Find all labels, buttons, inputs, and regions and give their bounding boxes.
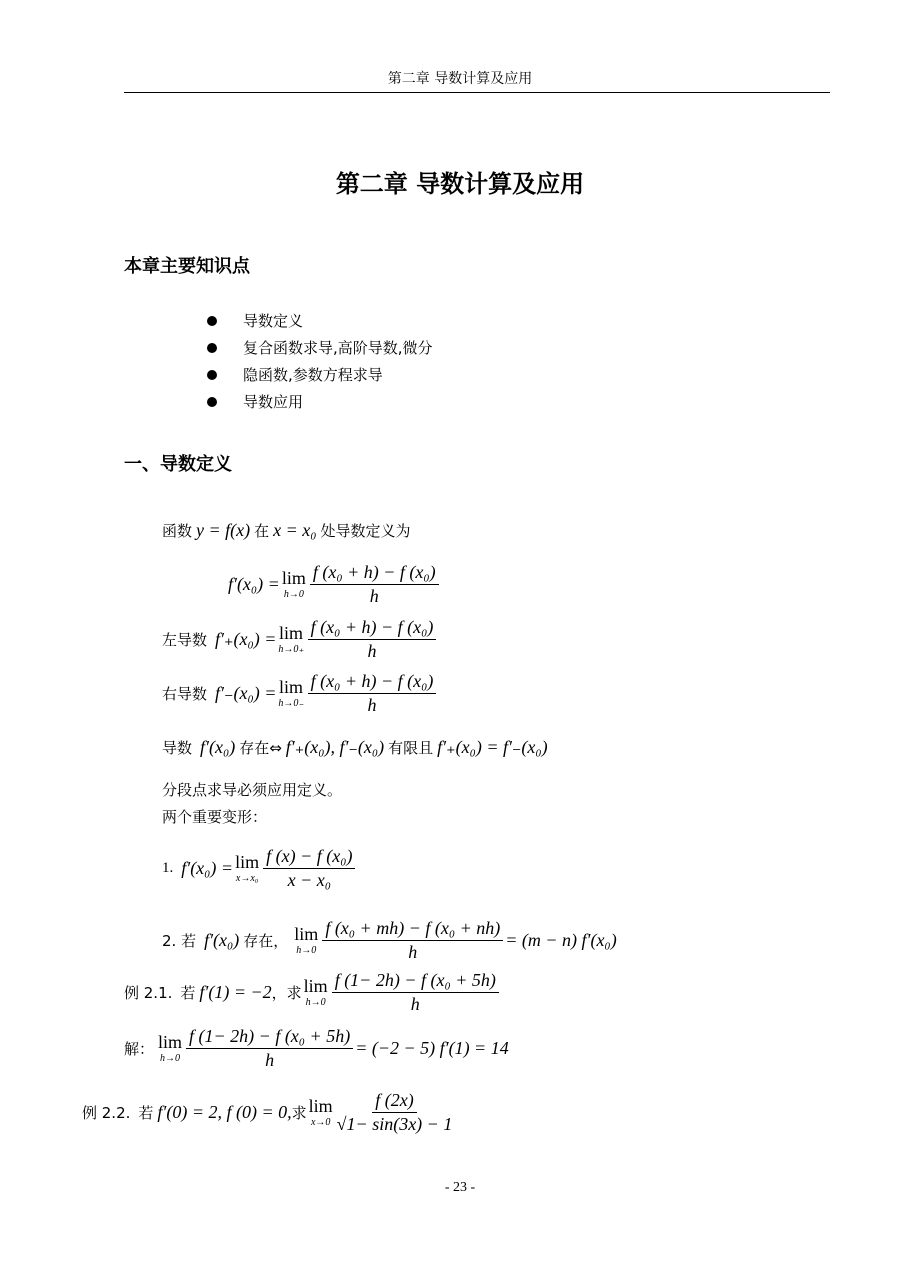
left-derivative-formula: 左导数 f′₊(x₀) = lim h→0₊ $\frac{\text{f (x₀ + h) − f (x₀)}}{h}$: [162, 617, 438, 662]
variants-heading: 两个重要变形：: [162, 808, 268, 826]
example-2-1-solution: 解： lim h→0 $\frac{\text{f (1− 2h) − f (x₀ + 5h)}}{h}$ = (−2 − 5) f′(1) = 14: [124, 1026, 509, 1070]
list-item: 导数定义: [207, 310, 303, 331]
bullet-icon: [207, 370, 217, 380]
header-rule: [124, 92, 830, 93]
list-item: 隐函数,参数方程求导: [207, 364, 383, 385]
definition-intro: 函数 y = f(x) 在 x = x₀ 处导数定义为: [162, 520, 411, 540]
section-heading: 一、导数定义: [124, 454, 232, 475]
piecewise-note: 分段点求导必须应用定义。: [162, 781, 343, 799]
derivative-definition-formula: f′(x₀) = lim h→0 $\frac{\text{f (x₀ + h) − f (x₀)}}{h}$: [228, 562, 441, 607]
example-2-2: 例 2.2. 若 f′(0) = 2, f (0) = 0, 求 lim x→0 $\frac{f (2x)}{√1- \sin(3x) - 1}$: [82, 1090, 453, 1134]
right-derivative-formula: 右导数 f′₋(x₀) = lim h→0₋ $\frac{\text{f (x₀ + h) − f (x₀)}}{h}$: [162, 671, 438, 716]
example-2-1: 例 2.1. 若 f′(1) = −2 ，求 lim h→0 $\frac{\text{f (1− 2h) − f (x₀ + 5h)}}{h}$: [124, 970, 501, 1015]
existence-condition: 导数 f′(x₀) 存在⇔ f′₊(x₀), f′₋(x₀) 有限且 f′₊(x₀) = f′₋(x₀): [162, 737, 548, 757]
variant-1-formula: 1. f′(x₀) = lim x→x₀ $\frac{\text{f (x) − f (x₀)}}{\text{x − x₀}}$: [162, 846, 357, 891]
bullet-icon: [207, 397, 217, 407]
key-points-heading: 本章主要知识点: [124, 256, 250, 277]
page-number: - 23 -: [444, 1180, 476, 1195]
running-header: 第二章 导数计算及应用: [387, 71, 533, 87]
list-item: 复合函数求导,高阶导数,微分: [207, 337, 433, 358]
chapter-title: 第二章 导数计算及应用: [335, 170, 585, 198]
list-item: 导数应用: [207, 391, 303, 412]
bullet-icon: [207, 343, 217, 353]
bullet-icon: [207, 316, 217, 326]
variant-2-formula: 2. 若 f′(x₀) 存在， lim h→0 $\frac{\text{f (x₀ + mh) − f (x₀ + nh)}}{h}$ = (m − n) f′(x₀): [162, 918, 617, 962]
